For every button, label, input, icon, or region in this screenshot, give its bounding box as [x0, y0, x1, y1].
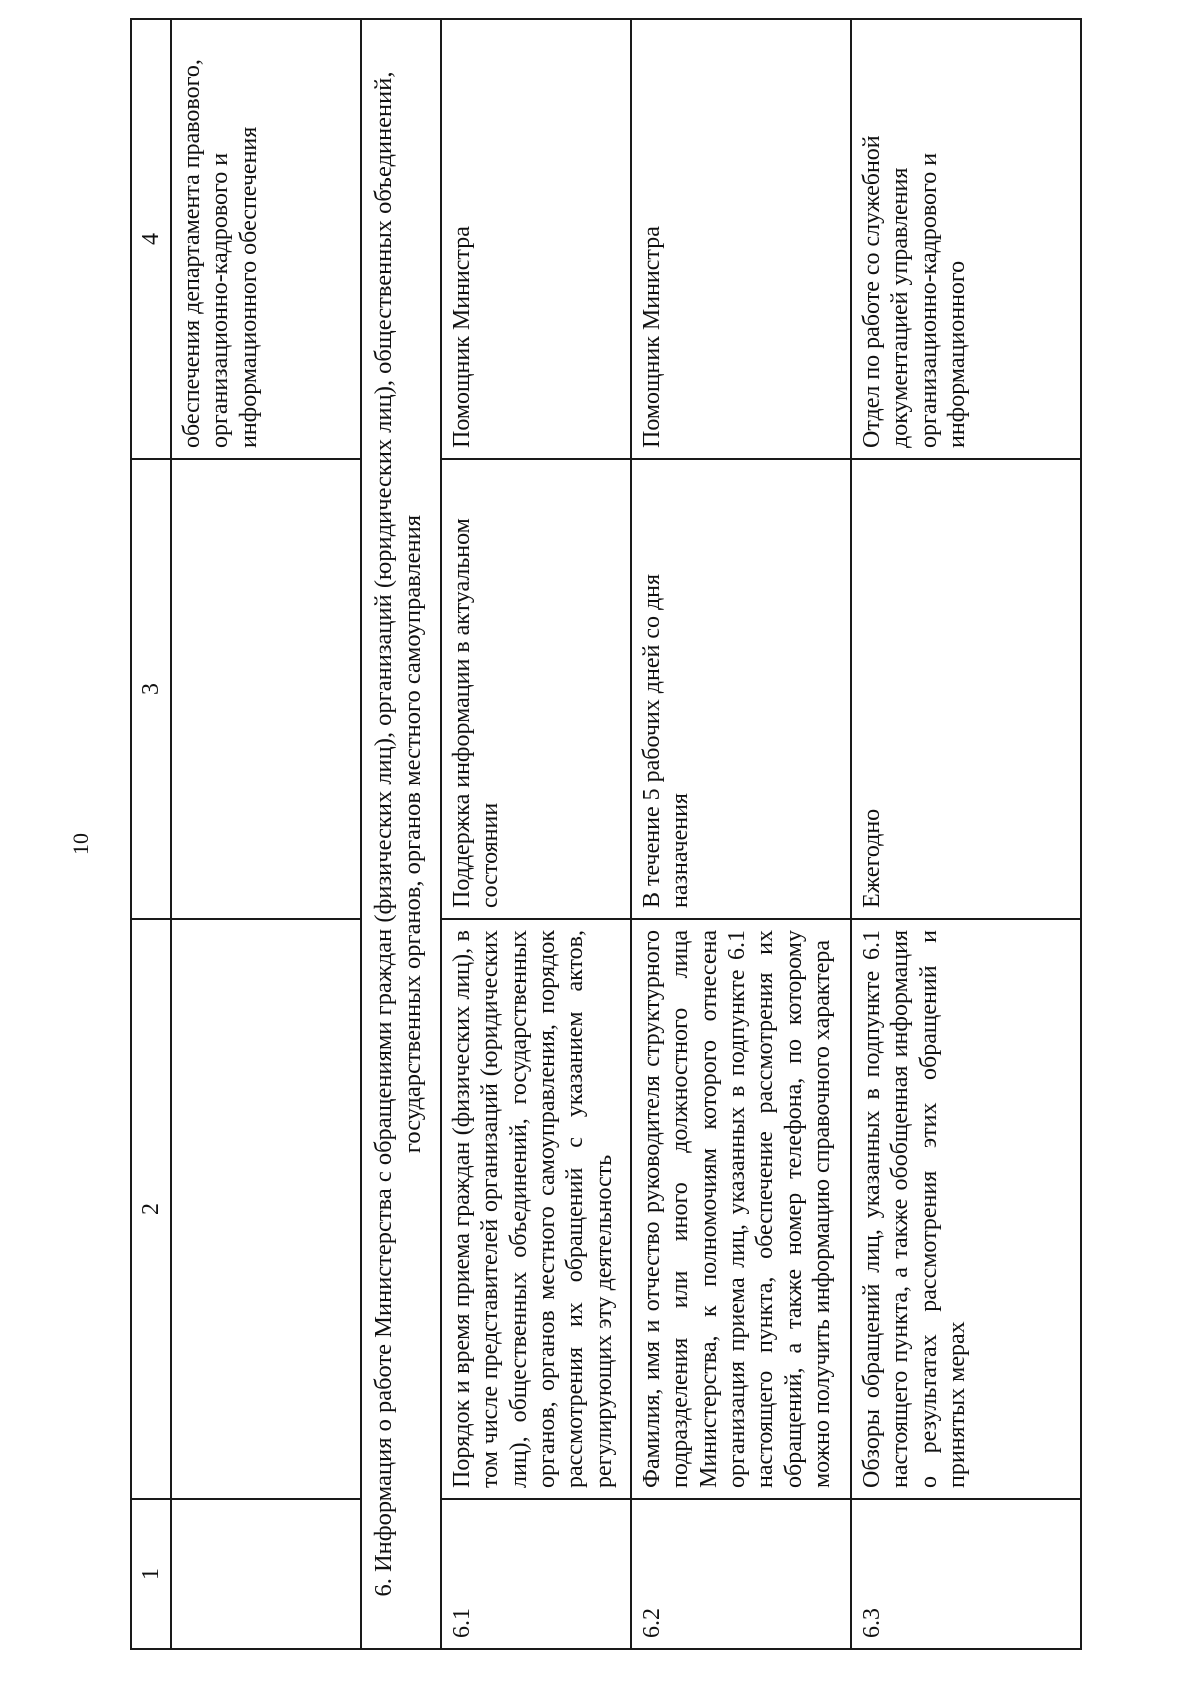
table-carryover-row [171, 19, 361, 1649]
header-col-1: 1 [131, 1499, 171, 1649]
rotated-table-container [130, 20, 1080, 1650]
row-responsible: Помощник Министра [631, 19, 851, 459]
carryover-col-2 [171, 919, 361, 1499]
header-col-3: 3 [131, 459, 171, 919]
row-content: Обзоры обращений лиц, указанных в подпункте 6.1 настоящего пункта, а также обобщенная информация о результатах рассмотрения этих обращений и принятых мерах [851, 919, 1081, 1499]
row-responsible: Помощник Министра [441, 19, 631, 459]
row-term: В течение 5 рабочих дней со дня назначения [631, 459, 851, 919]
table-row [441, 19, 631, 1649]
carryover-col-4: обеспечения департамента правового, организационно-кадрового и информационного обеспечения [171, 19, 361, 459]
header-col-2: 2 [131, 919, 171, 1499]
row-content: Порядок и время приема граждан (физических лиц), в том числе представителей организаций (юридических лиц), общественных объединений, государственных органов, органов местного самоуправления, порядок рассмотрения их обращений с указанием актов, регулирующих эту деятельность [441, 919, 631, 1499]
information-table [130, 18, 1082, 1650]
table-header-row [131, 19, 171, 1649]
row-responsible: Отдел по работе со служебной документацией управления организационно-кадрового и информационного [851, 19, 1081, 459]
row-number: 6.3 [851, 1499, 1081, 1649]
row-content: Фамилия, имя и отчество руководителя структурного подразделения или иного должностного лица Министерства, к полномочиям которого отнесена организация приема лиц, указанных в подпункте 6.1 настоящего пункта, обеспечение рассмотрения их обращений, а также номер телефона, по которому можно получить информацию справочного характера [631, 919, 851, 1499]
table-row [851, 19, 1081, 1649]
row-term: Поддержка информации в актуальном состоянии [441, 459, 631, 919]
section-title: 6. Информация о работе Министерства с обращениями граждан (физических лиц), организаций (юридических лиц), общественных объединений, государственных органов, органов местного самоуправления [361, 19, 441, 1649]
header-col-4: 4 [131, 19, 171, 459]
row-number: 6.1 [441, 1499, 631, 1649]
carryover-col-1 [171, 1499, 361, 1649]
row-number: 6.2 [631, 1499, 851, 1649]
section-title-row [361, 19, 441, 1649]
row-term: Ежегодно [851, 459, 1081, 919]
carryover-col-3 [171, 459, 361, 919]
table-row [631, 19, 851, 1649]
page-number: 10 [68, 833, 93, 855]
